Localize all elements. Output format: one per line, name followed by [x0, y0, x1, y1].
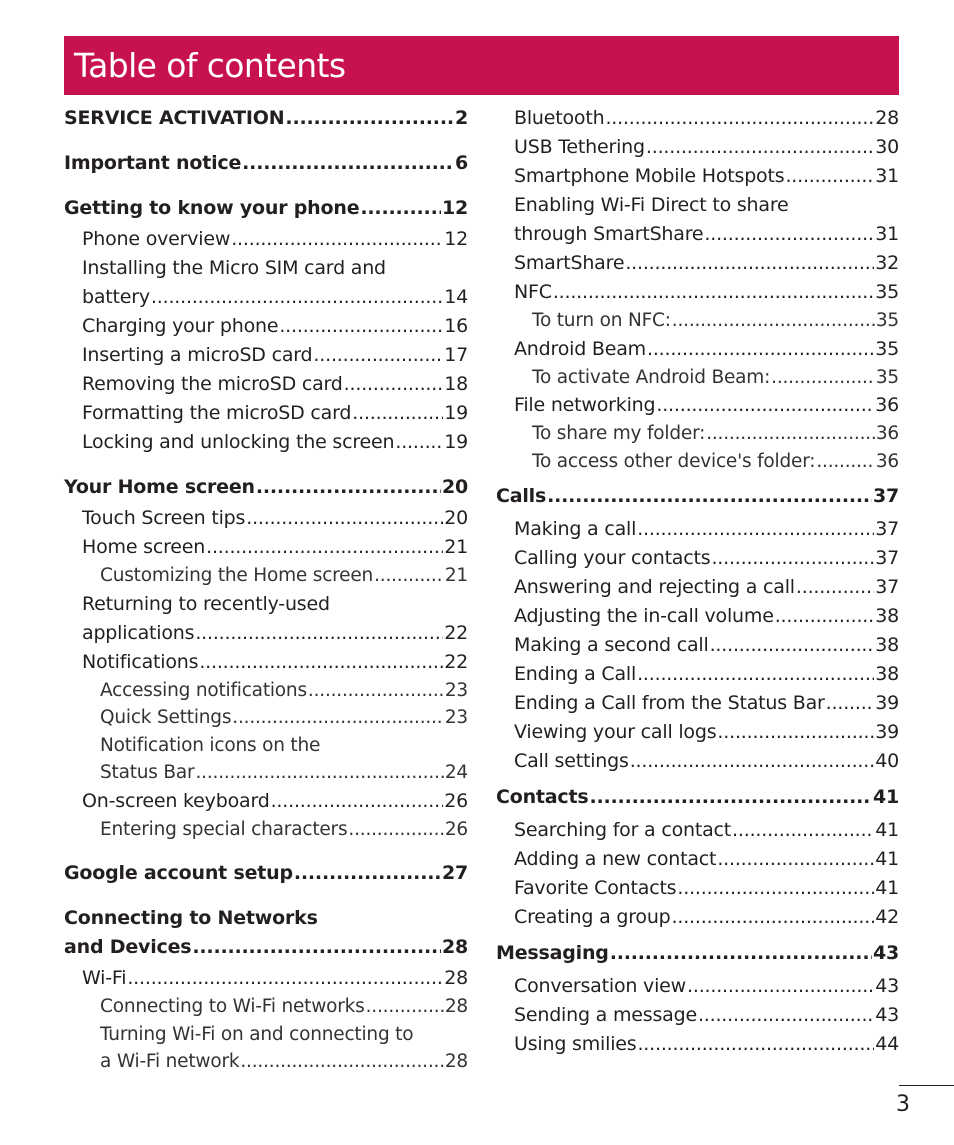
dot-leader	[589, 783, 871, 812]
toc-page-number: 36	[875, 394, 899, 416]
toc-entry[interactable]	[496, 816, 899, 845]
toc-entry-title-line: Turning Wi-Fi on and connecting to	[100, 1023, 414, 1045]
dot-leader	[656, 391, 874, 420]
toc-entry-title: Touch Screen tips	[82, 507, 246, 529]
toc-entry-title: Bluetooth	[514, 107, 605, 129]
dot-leader	[366, 993, 444, 1021]
dot-leader	[352, 399, 443, 428]
dot-leader	[711, 544, 874, 573]
dot-leader	[717, 718, 874, 747]
toc-page-number: 35	[875, 310, 899, 331]
dot-leader	[605, 104, 874, 133]
toc-page-number: 30	[875, 136, 899, 158]
toc-entry-row	[514, 573, 899, 602]
toc-page-number: 21	[444, 565, 468, 586]
toc-page-number: 22	[444, 650, 468, 673]
dot-leader	[360, 194, 441, 223]
toc-page-number: 26	[444, 789, 468, 812]
toc-entry-title: Google account setup	[64, 862, 293, 884]
toc-entry[interactable]	[64, 704, 468, 732]
toc-page-number: 28	[875, 107, 899, 129]
toc-entry-title: Getting to know your phone	[64, 197, 360, 219]
toc-left-column	[64, 104, 468, 1076]
toc-entry-title: On-screen keyboard	[82, 789, 270, 812]
dot-leader	[710, 631, 875, 660]
toc-page-number: 42	[875, 906, 899, 928]
dot-leader	[732, 816, 874, 845]
toc-page-number: 23	[444, 679, 468, 701]
dot-leader	[246, 504, 443, 533]
toc-entry[interactable]	[496, 420, 899, 448]
toc-entry[interactable]	[496, 1001, 899, 1030]
dot-leader	[553, 278, 874, 307]
toc-page-number: 19	[444, 402, 468, 424]
toc-entry-row	[514, 249, 899, 278]
toc-entry-row	[100, 759, 468, 787]
toc-entry-row	[514, 515, 899, 544]
toc-entry-title: Using smilies	[514, 1033, 637, 1055]
toc-entry[interactable]	[496, 162, 899, 191]
toc-entry[interactable]	[64, 562, 468, 590]
toc-entry-row	[82, 428, 468, 457]
toc-page-number: 21	[444, 536, 468, 558]
dot-leader	[785, 162, 874, 191]
dot-leader	[294, 859, 441, 888]
toc-page-number: 44	[875, 1033, 899, 1055]
toc-page-number: 17	[444, 344, 468, 366]
toc-entry-title: Messaging	[496, 942, 609, 964]
page-number: 3	[896, 1092, 910, 1117]
toc-entry[interactable]	[496, 278, 899, 307]
toc-entry-row	[82, 619, 468, 648]
toc-entry-row	[514, 816, 899, 845]
toc-page-number: 39	[875, 721, 899, 743]
toc-entry-row	[514, 544, 899, 573]
toc-entry-title: Making a second call	[514, 634, 709, 656]
toc-entry-row	[514, 845, 899, 874]
toc-entry-row	[532, 420, 899, 448]
toc-entry[interactable]	[64, 993, 468, 1021]
toc-entry-row	[100, 1048, 468, 1076]
toc-entry-row	[514, 1001, 899, 1030]
toc-entry-title: applications	[82, 621, 195, 644]
toc-entry-title: Connecting to Wi-Fi networks	[100, 996, 365, 1017]
toc-entry-title: SmartShare	[514, 252, 625, 274]
dot-leader	[646, 133, 874, 162]
toc-entry-row	[514, 335, 899, 364]
toc-page-number: 2	[454, 107, 468, 129]
toc-entry-row	[100, 677, 468, 705]
toc-entry-row	[514, 660, 899, 689]
dot-leader	[240, 1048, 443, 1076]
toc-page-number: 14	[444, 286, 468, 308]
toc-entry-title: Entering special characters	[100, 818, 348, 840]
toc-entry[interactable]	[496, 602, 899, 631]
toc-page-number: 18	[444, 373, 468, 395]
dot-leader	[647, 335, 874, 364]
dot-leader	[195, 619, 443, 648]
toc-entry-title: Status Bar	[100, 762, 195, 783]
toc-entry-title: Removing the microSD card	[82, 373, 343, 395]
toc-entry-row	[514, 1030, 899, 1059]
toc-page-number: 35	[875, 281, 899, 303]
toc-page-number: 35	[875, 337, 899, 360]
toc-entry-title-line: Connecting to Networks	[64, 907, 318, 929]
dot-leader	[374, 562, 444, 590]
toc-page-number: 43	[872, 942, 899, 964]
toc-entry[interactable]	[64, 677, 468, 705]
toc-entry-row	[514, 903, 899, 932]
toc-entry-title: USB Tethering	[514, 136, 645, 158]
toc-page-number: 37	[875, 518, 899, 540]
toc-entry-row	[514, 278, 899, 307]
toc-page-number: 28	[444, 967, 468, 989]
toc-entry-row	[64, 859, 468, 888]
toc-header	[64, 36, 899, 95]
toc-entry-row	[532, 364, 899, 392]
toc-page-number: 31	[875, 223, 899, 245]
toc-entry-title: Sending a message	[514, 1004, 697, 1026]
toc-entry-title: a Wi-Fi network	[100, 1051, 240, 1072]
toc-page-number: 19	[444, 431, 468, 453]
dot-leader	[796, 573, 874, 602]
toc-entry-title: Conversation view	[514, 975, 687, 997]
dot-leader	[256, 473, 441, 502]
toc-section[interactable]	[496, 783, 899, 812]
toc-entry-row	[514, 747, 899, 776]
toc-section[interactable]	[64, 149, 468, 178]
dot-leader	[195, 759, 443, 787]
toc-entry-title: Phone overview	[82, 228, 231, 250]
toc-entry-row	[532, 448, 899, 476]
toc-entry-row	[82, 533, 468, 562]
toc-entry-row	[82, 648, 468, 677]
toc-entry[interactable]	[64, 590, 468, 648]
toc-entry-title: To access other device's folder:	[532, 450, 816, 472]
toc-entry[interactable]	[496, 104, 899, 133]
page-number-rule	[899, 1085, 954, 1086]
dot-leader	[637, 660, 874, 689]
toc-entry-title: Adding a new contact	[514, 848, 717, 870]
toc-entry-title: Smartphone Mobile Hotspots	[514, 165, 785, 187]
toc-entry-row	[514, 391, 899, 420]
toc-entry[interactable]	[496, 660, 899, 689]
toc-entry[interactable]	[496, 631, 899, 660]
toc-page-number: 27	[441, 862, 468, 884]
dot-leader	[672, 903, 875, 932]
toc-entry-row	[82, 399, 468, 428]
toc-page-number: 6	[454, 152, 468, 174]
toc-entry-row	[100, 816, 468, 844]
toc-entry-row	[514, 104, 899, 133]
toc-entry-row	[82, 504, 468, 533]
dot-leader	[271, 787, 444, 816]
toc-entry-title: Calls	[496, 485, 547, 507]
toc-section[interactable]	[496, 482, 899, 511]
toc-entry-title: Quick Settings	[100, 707, 232, 728]
toc-page-number: 12	[444, 228, 468, 250]
toc-page-number: 28	[444, 996, 468, 1017]
dot-leader	[775, 602, 875, 631]
toc-page-number: 20	[444, 507, 468, 529]
toc-page-number: 28	[444, 1051, 468, 1072]
dot-leader	[771, 364, 875, 392]
toc-entry[interactable]	[496, 133, 899, 162]
toc-section[interactable]	[64, 104, 468, 133]
toc-entry[interactable]	[64, 341, 468, 370]
toc-page-number: 41	[872, 786, 899, 808]
toc-entry-row	[514, 718, 899, 747]
toc-page-number: 41	[875, 848, 899, 870]
toc-entry[interactable]	[64, 504, 468, 533]
toc-page-number: 22	[444, 621, 468, 644]
toc-entry[interactable]	[496, 718, 899, 747]
dot-leader	[279, 312, 443, 341]
toc-entry-row	[100, 704, 468, 732]
dot-leader	[395, 428, 443, 457]
toc-page-number: 35	[875, 366, 899, 388]
toc-page-number: 24	[444, 762, 468, 783]
toc-entry-title: Important notice	[64, 152, 242, 174]
toc-entry-row	[514, 689, 899, 718]
toc-entry-title: Locking and unlocking the screen	[82, 431, 395, 453]
toc-page-number: 36	[875, 450, 899, 472]
toc-page-number: 37	[875, 547, 899, 569]
toc-entry-row	[514, 162, 899, 191]
toc-entry[interactable]	[64, 732, 468, 787]
toc-page-number: 39	[875, 692, 899, 714]
toc-entry-title: and Devices	[64, 936, 192, 958]
toc-entry-title: Answering and rejecting a call	[514, 576, 795, 598]
toc-entry[interactable]	[496, 689, 899, 718]
toc-entry-title: SERVICE ACTIVATION	[64, 107, 285, 129]
toc-section[interactable]	[64, 859, 468, 888]
toc-entry[interactable]	[496, 544, 899, 573]
toc-entry-title: Call settings	[514, 750, 629, 772]
toc-entry-title: NFC	[514, 281, 552, 303]
toc-entry-row	[514, 602, 899, 631]
dot-leader	[698, 1001, 874, 1030]
toc-page-number: 23	[444, 707, 468, 728]
toc-section[interactable]	[64, 904, 468, 962]
toc-page-number: 38	[875, 634, 899, 656]
dot-leader	[206, 533, 443, 562]
toc-entry-title: Notifications	[82, 650, 199, 673]
dot-leader	[344, 370, 444, 399]
toc-entry-title: Contacts	[496, 786, 589, 808]
toc-page-number: 41	[875, 819, 899, 841]
toc-entry[interactable]	[64, 370, 468, 399]
toc-entry[interactable]	[496, 448, 899, 476]
toc-entry-title: Wi-Fi	[82, 967, 127, 989]
dot-leader	[717, 845, 874, 874]
toc-entry-title: Viewing your call logs	[514, 721, 717, 743]
toc-entry[interactable]	[496, 573, 899, 602]
toc-entry-row	[64, 933, 468, 962]
toc-entry-title: through SmartShare	[514, 223, 704, 245]
toc-entry-title: Customizing the Home screen	[100, 565, 374, 586]
dot-leader	[630, 747, 875, 776]
toc-entry[interactable]	[64, 399, 468, 428]
toc-entry-row	[82, 787, 468, 816]
toc-entry-row	[82, 283, 468, 312]
toc-entry-row	[82, 312, 468, 341]
toc-entry[interactable]	[64, 428, 468, 457]
toc-entry[interactable]	[496, 515, 899, 544]
toc-entry[interactable]	[64, 533, 468, 562]
toc-entry-row	[82, 964, 468, 993]
toc-entry-title: Formatting the microSD card	[82, 402, 352, 424]
dot-leader	[285, 104, 454, 133]
dot-leader	[242, 149, 454, 178]
dot-leader	[192, 933, 441, 962]
dot-leader	[672, 307, 875, 335]
toc-entry[interactable]	[496, 1030, 899, 1059]
toc-page-number: 38	[875, 605, 899, 627]
toc-right-column	[496, 104, 899, 1059]
toc-entry-title-line: Installing the Micro SIM card and	[82, 257, 386, 279]
toc-entry-title: Creating a group	[514, 906, 671, 928]
toc-entry[interactable]	[496, 874, 899, 903]
toc-entry-title-line: Enabling Wi-Fi Direct to share	[514, 194, 789, 216]
toc-entry[interactable]	[496, 391, 899, 420]
toc-entry[interactable]	[496, 845, 899, 874]
dot-leader	[232, 704, 444, 732]
toc-entry-title-line: Returning to recently-used	[82, 592, 330, 615]
toc-page-number: 37	[875, 576, 899, 598]
toc-entry-title: To share my folder:	[532, 423, 706, 444]
dot-leader	[826, 689, 875, 718]
toc-entry-row	[496, 482, 899, 511]
toc-entry[interactable]	[64, 312, 468, 341]
page-title: Table of contents	[74, 46, 346, 85]
toc-entry-title: Inserting a microSD card	[82, 344, 313, 366]
toc-entry-title: battery	[82, 286, 150, 308]
toc-entry[interactable]	[496, 903, 899, 932]
toc-page-number: 20	[441, 476, 468, 498]
dot-leader	[816, 448, 875, 476]
dot-leader	[547, 482, 872, 511]
toc-section[interactable]	[64, 194, 468, 223]
toc-page-number: 43	[875, 1004, 899, 1026]
toc-entry[interactable]	[496, 191, 899, 249]
toc-page-number: 41	[875, 877, 899, 899]
toc-entry-row	[514, 631, 899, 660]
toc-entry-title: Searching for a contact	[514, 819, 732, 841]
toc-entry[interactable]	[64, 254, 468, 312]
toc-entry-title: To activate Android Beam:	[532, 366, 771, 388]
toc-page-number: 12	[441, 197, 468, 219]
toc-entry-row	[514, 972, 899, 1001]
toc-entry-title: Making a call	[514, 518, 637, 540]
toc-entry[interactable]	[64, 787, 468, 816]
toc-entry[interactable]	[496, 307, 899, 335]
toc-page-number: 31	[875, 165, 899, 187]
dot-leader	[348, 816, 443, 844]
toc-entry-row	[64, 149, 468, 178]
dot-leader	[199, 648, 443, 677]
toc-section[interactable]	[496, 939, 899, 968]
dot-leader	[677, 874, 874, 903]
dot-leader	[625, 249, 874, 278]
dot-leader	[706, 420, 875, 448]
toc-entry-title: Charging your phone	[82, 315, 279, 337]
toc-entry[interactable]	[64, 648, 468, 677]
dot-leader	[308, 677, 444, 705]
toc-entry-row	[82, 225, 468, 254]
toc-page-number: 28	[441, 936, 468, 958]
toc-entry-title: Home screen	[82, 536, 206, 558]
toc-page-number: 16	[444, 315, 468, 337]
dot-leader	[151, 283, 443, 312]
dot-leader	[687, 972, 874, 1001]
toc-page-number: 40	[875, 750, 899, 772]
toc-entry-title: Favorite Contacts	[514, 877, 677, 899]
toc-entry[interactable]	[64, 1021, 468, 1076]
toc-entry-title: Calling your contacts	[514, 547, 711, 569]
toc-entry-title-line: Notification icons on the	[100, 734, 321, 756]
toc-page-number: 26	[444, 818, 468, 840]
toc-entry-title: To turn on NFC:	[532, 310, 671, 331]
toc-entry-title: File networking	[514, 394, 656, 416]
toc-entry[interactable]	[496, 747, 899, 776]
toc-entry-title: Android Beam	[514, 337, 646, 360]
toc-entry-title: Ending a Call	[514, 663, 637, 685]
dot-leader	[231, 225, 443, 254]
toc-entry-row	[82, 341, 468, 370]
toc-entry-row	[514, 874, 899, 903]
toc-page-number: 32	[875, 252, 899, 274]
toc-entry-row	[64, 473, 468, 502]
toc-page-number: 43	[875, 975, 899, 997]
toc-entry-row	[100, 993, 468, 1021]
toc-entry-row	[64, 104, 468, 133]
toc-entry-title: Accessing notifications	[100, 679, 307, 701]
toc-entry-title: Ending a Call from the Status Bar	[514, 692, 825, 714]
dot-leader	[637, 515, 874, 544]
toc-entry[interactable]	[496, 364, 899, 392]
toc-section[interactable]	[64, 473, 468, 502]
dot-leader	[313, 341, 443, 370]
toc-entry[interactable]	[496, 972, 899, 1001]
toc-entry-row	[514, 220, 899, 249]
toc-entry-row	[100, 562, 468, 590]
dot-leader	[704, 220, 874, 249]
toc-entry-row	[514, 133, 899, 162]
toc-page-number: 37	[872, 485, 899, 507]
toc-entry[interactable]	[64, 816, 468, 844]
toc-entry[interactable]	[64, 225, 468, 254]
dot-leader	[127, 964, 443, 993]
toc-entry[interactable]	[496, 335, 899, 364]
dot-leader	[637, 1030, 874, 1059]
toc-entry-row	[496, 939, 899, 968]
toc-entry-row	[82, 370, 468, 399]
toc-entry-title: Adjusting the in-call volume	[514, 605, 774, 627]
toc-entry[interactable]	[496, 249, 899, 278]
toc-entry-row	[64, 194, 468, 223]
dot-leader	[610, 939, 872, 968]
toc-entry-title: Your Home screen	[64, 476, 255, 498]
toc-entry-row	[532, 307, 899, 335]
toc-entry-row	[496, 783, 899, 812]
toc-page-number: 38	[875, 663, 899, 685]
toc-entry[interactable]	[64, 964, 468, 993]
toc-page-number: 36	[875, 423, 899, 444]
